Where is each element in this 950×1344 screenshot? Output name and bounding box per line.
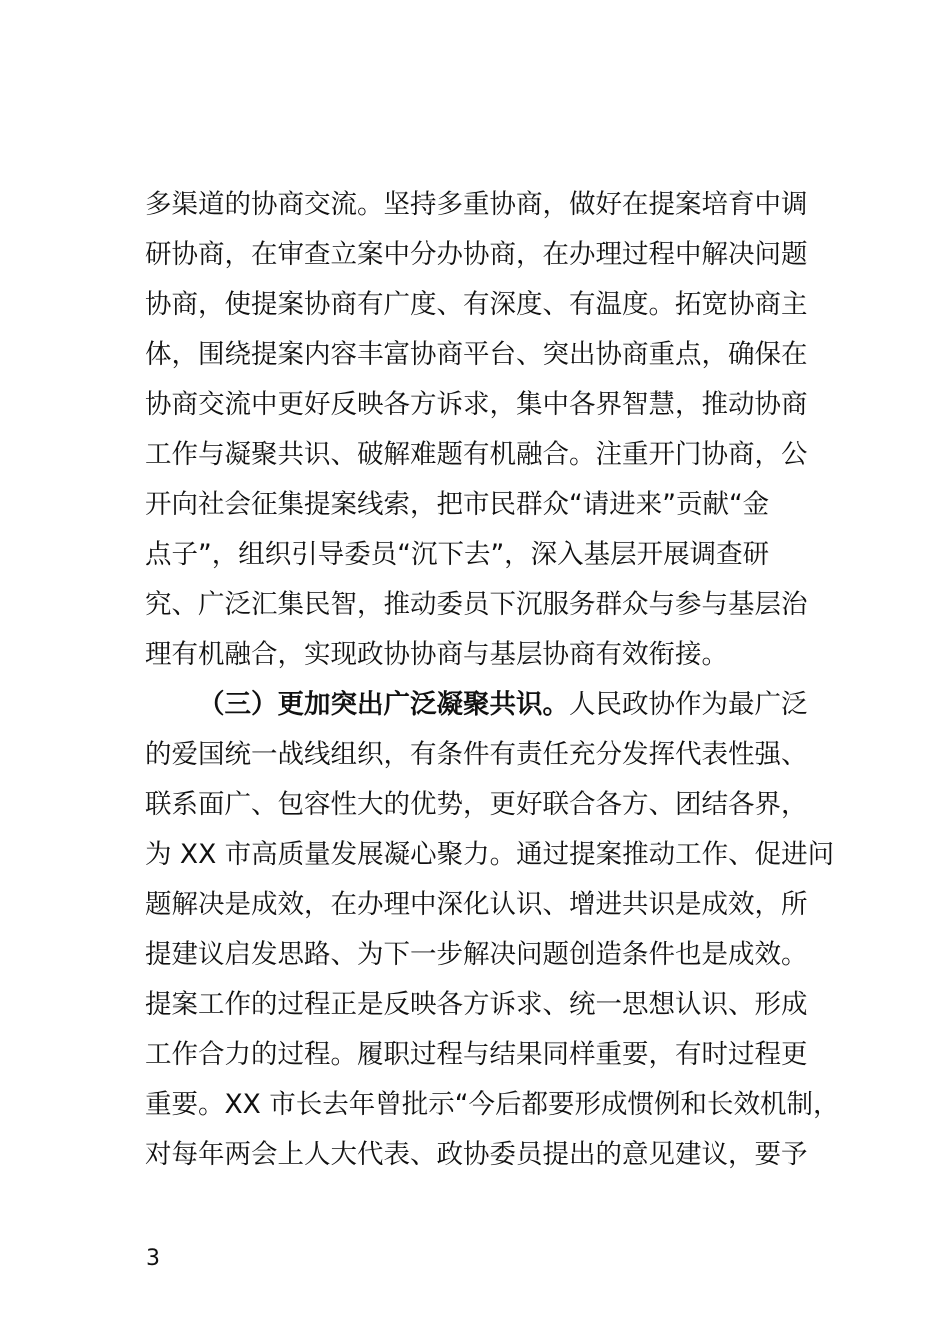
text-line: 研协商，在审查立案中分办协商，在办理过程中解决问题 xyxy=(145,239,808,270)
page-number: 3 xyxy=(146,1246,160,1271)
body-text xyxy=(145,180,840,1180)
text-line: 体，围绕提案内容丰富协商平台、突出协商重点，确保在 xyxy=(145,339,808,370)
text-line: 多渠道的协商交流。坚持多重协商，做好在提案培育中调 xyxy=(145,189,808,220)
text-run: 人民政协作为最广泛 xyxy=(569,689,808,720)
text-line: 究、广泛汇集民智，推动委员下沉服务群众与参与基层治 xyxy=(145,589,808,620)
section-heading: （三）更加突出广泛凝聚共识。 xyxy=(198,689,569,720)
text-line: 工作合力的过程。履职过程与结果同样重要，有时过程更 xyxy=(145,1039,808,1070)
text-line: 为 XX 市高质量发展凝心聚力。通过提案推动工作、促进问 xyxy=(145,839,835,870)
text-line: 开向社会征集提案线索，把市民群众“请进来”贡献“金 xyxy=(145,489,770,520)
text-line: 的爱国统一战线组织，有条件有责任充分发挥代表性强、 xyxy=(145,739,808,770)
text-line: 工作与凝聚共识、破解难题有机融合。注重开门协商，公 xyxy=(145,439,808,470)
text-line: 点子”，组织引导委员“沉下去”，深入基层开展调查研 xyxy=(145,539,770,570)
text-line: 联系面广、包容性大的优势，更好联合各方、团结各界， xyxy=(145,789,808,820)
text-line: 协商交流中更好反映各方诉求，集中各界智慧，推动协商 xyxy=(145,389,808,420)
text-line: 提案工作的过程正是反映各方诉求、统一思想认识、形成 xyxy=(145,989,808,1020)
text-line: 协商，使提案协商有广度、有深度、有温度。拓宽协商主 xyxy=(145,289,808,320)
paragraph-2-first-line xyxy=(145,680,835,730)
text-line: 题解决是成效，在办理中深化认识、增进共识是成效，所 xyxy=(145,889,808,920)
text-line: 对每年两会上人大代表、政协委员提出的意见建议，要予 xyxy=(145,1139,808,1170)
text-line: 提建议启发思路、为下一步解决问题创造条件也是成效。 xyxy=(145,939,808,970)
text-line: 重要。XX 市长去年曾批示“今后都要形成惯例和长效机制， xyxy=(145,1089,840,1120)
text-line: 理有机融合，实现政协协商与基层协商有效衔接。 xyxy=(145,639,728,670)
